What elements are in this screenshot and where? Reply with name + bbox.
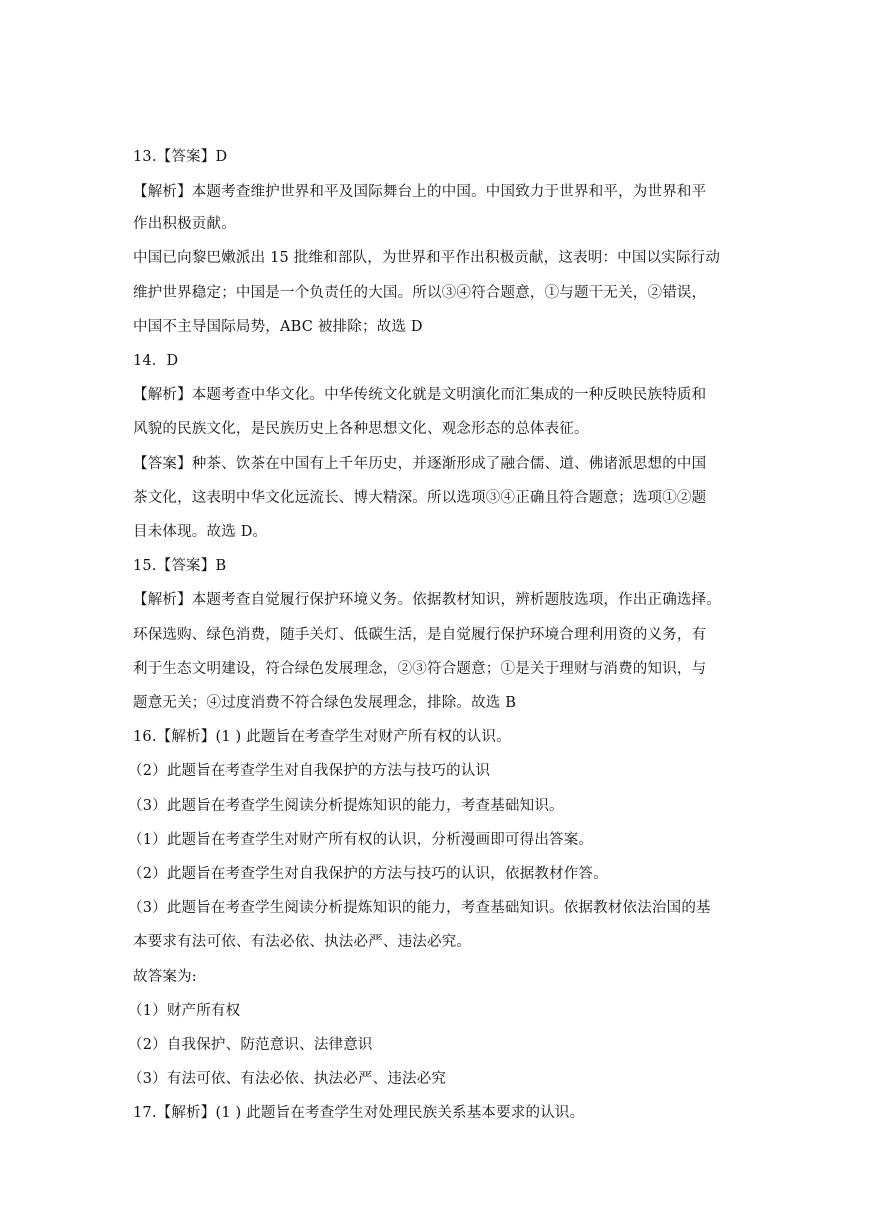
- text-line: （3）有法可依、有法必依、执法必严、违法必究: [128, 1071, 447, 1087]
- text-line: （1）财产所有权: [128, 1003, 241, 1019]
- text-line: 故答案为:: [133, 969, 197, 985]
- text-line: （2）自我保护、防范意识、法律意识: [128, 1037, 373, 1053]
- text-line: 目未体现。故选 D。: [133, 524, 268, 540]
- text-line: 作出积极贡献。: [133, 216, 236, 232]
- text-line: 题意无关；④过度消费不符合绿色发展理念，排除。故选 B: [133, 695, 517, 711]
- text-line: 环保选购、绿色消费，随手关灯、低碳生活，是自觉履行保护环境合理利用资的义务，有: [133, 627, 707, 643]
- text-line: （1）此题旨在考查学生对财产所有权的认识，分析漫画即可得出答案。: [128, 832, 594, 848]
- text-line: 中国已向黎巴嫩派出 15 批维和部队，为世界和平作出积极贡献，这表明：中国以实际行动: [133, 250, 721, 266]
- text-line: 风貌的民族文化，是民族历史上各种思想文化、观念形态的总体表征。: [133, 421, 589, 437]
- text-line: （3）此题旨在考查学生阅读分析提炼知识的能力，考查基础知识。: [128, 798, 564, 814]
- text-line: 维护世界稳定；中国是一个负责任的大国。所以③④符合题意，①与题干无关，②错误，: [133, 285, 707, 301]
- answer-16-heading: 16.【解析】(1 ) 此题旨在考查学生对财产所有权的认识。: [133, 729, 511, 745]
- text-line: 【解析】本题考查维护世界和平及国际舞台上的中国。中国致力于世界和平，为世界和平: [133, 184, 707, 200]
- text-line: （3）此题旨在考查学生阅读分析提炼知识的能力，考查基础知识。依据教材依法治国的基: [128, 900, 711, 916]
- text-line: 【解析】本题考查中华文化。中华传统文化就是文明演化而汇集成的一种反映民族特质和: [133, 387, 707, 403]
- text-line: 利于生态文明建设，符合绿色发展理念，②③符合题意；①是关于理财与消费的知识，与: [133, 661, 707, 677]
- answer-17-heading: 17.【解析】(1 ) 此题旨在考查学生对处理民族关系基本要求的认识。: [133, 1105, 585, 1121]
- text-line: 【解析】本题考查自觉履行保护环境义务。依据教材知识，辨析题肢选项，作出正确选择。: [133, 592, 721, 608]
- answer-15-heading: 15.【答案】B: [133, 558, 227, 574]
- text-line: 【答案】种茶、饮茶在中国有上千年历史，并逐渐形成了融合儒、道、佛诸派思想的中国: [133, 456, 707, 472]
- text-line: 本要求有法可依、有法必依、执法必严、违法必究。: [133, 934, 472, 950]
- text-line: （2）此题旨在考查学生对自我保护的方法与技巧的认识，依据教材作答。: [128, 866, 608, 882]
- text-line: 中国不主导国际局势，ABC 被排除；故选 D: [133, 319, 423, 335]
- answer-13-heading: 13.【答案】D: [133, 149, 228, 165]
- text-line: （2）此题旨在考查学生对自我保护的方法与技巧的认识: [128, 763, 491, 779]
- answer-14-heading: 14．D: [133, 353, 179, 369]
- text-line: 茶文化，这表明中华文化远流长、博大精深。所以选项③④正确且符合题意；选项①②题: [133, 490, 707, 506]
